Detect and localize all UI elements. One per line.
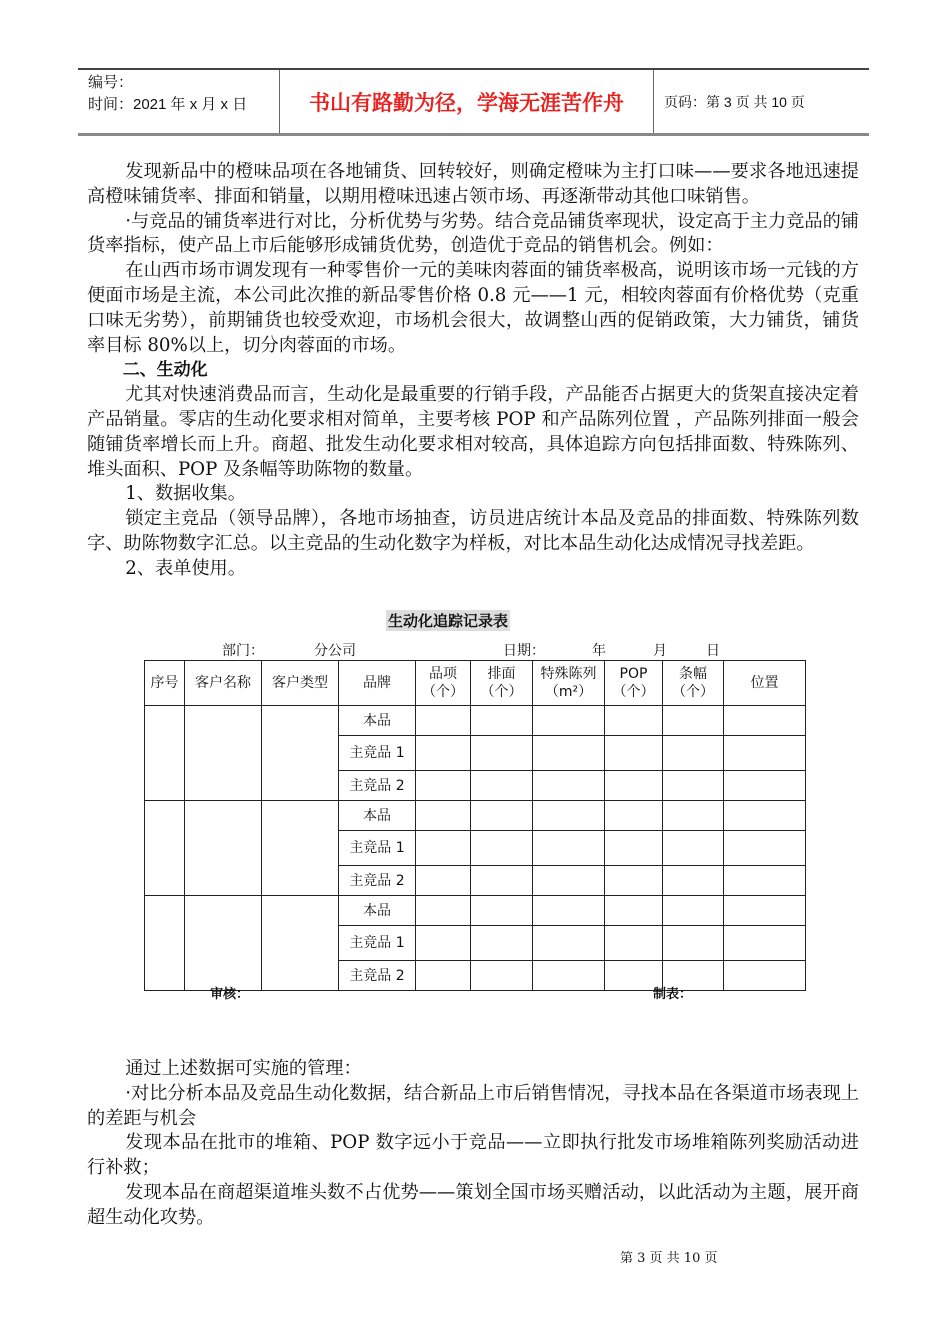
date-label: 时间：2021 年 x 月 x 日 [88,96,248,113]
dept-label: 部门： [222,643,264,659]
brand-cell: 主竞品 1 [339,736,416,771]
table-cell [471,896,533,926]
table-cell [605,896,663,926]
table-row [145,706,806,736]
header-cell: 客户名称 [185,661,262,706]
paragraph: 1、数据收集。 [125,483,246,505]
table-cell [471,831,533,866]
table-cell [471,926,533,961]
table-cell [605,866,663,896]
table-cell [663,896,724,926]
paragraph: 2、表单使用。 [125,557,246,579]
table-cell [605,736,663,771]
paragraph: ·与竞品的铺货率进行对比，分析优势与劣势。结合竞品铺货率现状，设定高于主力竞品的铺货率指标，使产品上市后能够形成铺货优势，创造优于竞品的销售机会。例如： [87,210,859,257]
brand-cell: 本品 [339,801,416,831]
brand-cell: 本品 [339,896,416,926]
table-cell [663,736,724,771]
table-cell [724,736,806,771]
day-label: 日 [706,643,720,659]
month-label: 月 [653,643,667,659]
table-header-row [145,661,806,706]
table-cell [724,706,806,736]
table-cell [533,896,605,926]
table-cell [663,771,724,801]
tracking-table [144,660,806,991]
table-cell [663,926,724,961]
table-row [145,896,806,926]
table-cell [145,706,185,801]
table-cell [663,706,724,736]
paragraph: 发现本品在商超渠道堆头数不占优势——策划全国市场买赠活动，以此活动为主题，展开商超生动化攻势。 [87,1181,859,1228]
table-cell [605,801,663,831]
table-cell [533,961,605,991]
table-cell [416,771,471,801]
section-heading: 二、生动化 [122,360,208,381]
table-cell [416,831,471,866]
date-label: 日期： [503,643,545,659]
table-cell [262,706,339,801]
table-title: 生动化追踪记录表 [388,612,509,630]
table-cell [471,801,533,831]
table-cell [533,801,605,831]
page-header [78,68,869,136]
table-cell [416,736,471,771]
header-page: 页码：第 3 页 共 10 页 [664,93,805,110]
table-cell [416,926,471,961]
table-cell [262,801,339,896]
table-cell [471,771,533,801]
table-cell [471,866,533,896]
table-cell [471,706,533,736]
table-cell [663,831,724,866]
table-cell [724,801,806,831]
table-cell [724,896,806,926]
header-motto: 书山有路勤为径，学海无涯苦作舟 [280,70,654,133]
paragraph: 锁定主竞品（领导品牌），各地市场抽查，访员进店统计本品及竞品的排面数、特殊陈列数字、助陈物数字汇总。以主竞品的生动化数字为样板，对比本品生动化达成情况寻找差距。 [87,508,859,554]
table-cell [185,896,262,991]
paragraph: 通过上述数据可实施的管理： [125,1058,362,1079]
brand-cell: 主竞品 2 [339,771,416,801]
table-cell [416,706,471,736]
table-cell [533,706,605,736]
header-cell: 序号 [145,661,185,706]
table-cell [533,736,605,771]
table-cell [416,896,471,926]
table-cell [724,926,806,961]
table-cell [533,771,605,801]
paragraph: 发现新品中的橙味品项在各地铺货、回转较好，则确定橙味为主打口味——要求各地迅速提高橙味铺货率、排面和销量，以期用橙味迅速占领市场、再逐渐带动其他口味销售。 [87,161,859,207]
header-cell: 品项（个） [416,661,471,706]
body-text-2 [87,1057,859,1231]
table-cell [185,801,262,896]
paragraph: 在山西市场市调发现有一种零售价一元的美味肉蓉面的铺货率极高，说明该市场一元钱的方便面市场是主流，本公司此次推的新品零售价格 0.8 元——1 元，相较肉蓉面有价格优势（克重口味无劣势），前期铺货也较受欢迎，市场机会很大，故调整山西的促销政策，大力铺货，铺货率目标 80%以上，切分肉蓉面的市场。 [87,260,859,356]
review-label: 审核： [210,987,250,1002]
brand-cell: 主竞品 1 [339,926,416,961]
paragraph: ·对比分析本品及竞品生动化数据，结合新品上市后销售情况，寻找本品在各渠道市场表现上的差距与机会 [87,1082,859,1129]
table-cell [416,866,471,896]
header-cell: 条幅（个） [663,661,724,706]
table-cell [605,831,663,866]
table-cell [663,866,724,896]
header-cell: 客户类型 [262,661,339,706]
table-cell [145,896,185,991]
brand-cell: 本品 [339,706,416,736]
maker-label: 制表： [653,987,693,1002]
brand-cell: 主竞品 2 [339,866,416,896]
dept-value: 分公司 [314,643,356,659]
table-cell [471,961,533,991]
table-cell [724,866,806,896]
table-cell [663,801,724,831]
table-cell [416,961,471,991]
header-cell: 特殊陈列（m²） [533,661,605,706]
table-cell [605,926,663,961]
table-cell [262,896,339,991]
table-cell [416,801,471,831]
table-cell [185,706,262,801]
table-cell [533,926,605,961]
table-cell [605,771,663,801]
table-cell [724,771,806,801]
header-info [78,70,280,133]
brand-cell: 主竞品 1 [339,831,416,866]
table-row [145,801,806,831]
table-cell [605,706,663,736]
paragraph: 发现本品在批市的堆箱、POP 数字远小于竞品——立即执行批发市场堆箱陈列奖励活动进行补救； [87,1132,859,1179]
header-cell: 位置 [724,661,806,706]
table-cell [724,961,806,991]
table-cell [724,831,806,866]
header-cell: POP（个） [605,661,663,706]
table-cell [533,831,605,866]
number-label: 编号： [88,74,134,91]
header-cell: 排面（个） [471,661,533,706]
year-label: 年 [592,643,606,659]
table-cell [533,866,605,896]
body-text [87,160,859,582]
table-cell [471,736,533,771]
brand-cell: 主竞品 2 [339,961,416,991]
paragraph: 尤其对快速消费品而言，生动化是最重要的行销手段，产品能否占据更大的货架直接决定着产品销量。零店的生动化要求相对简单，主要考核 POP 和产品陈列位置 ，产品陈列排面一般会随铺货率增长而上升。商超、批发生动化要求相对较高，具体追踪方向包括排面数、特殊陈列、堆头面积、POP 及条幅等助陈物的数量。 [87,384,859,480]
page-number: 第 3 页 共 10 页 [620,1251,718,1266]
header-cell: 品牌 [339,661,416,706]
table-cell [145,801,185,896]
